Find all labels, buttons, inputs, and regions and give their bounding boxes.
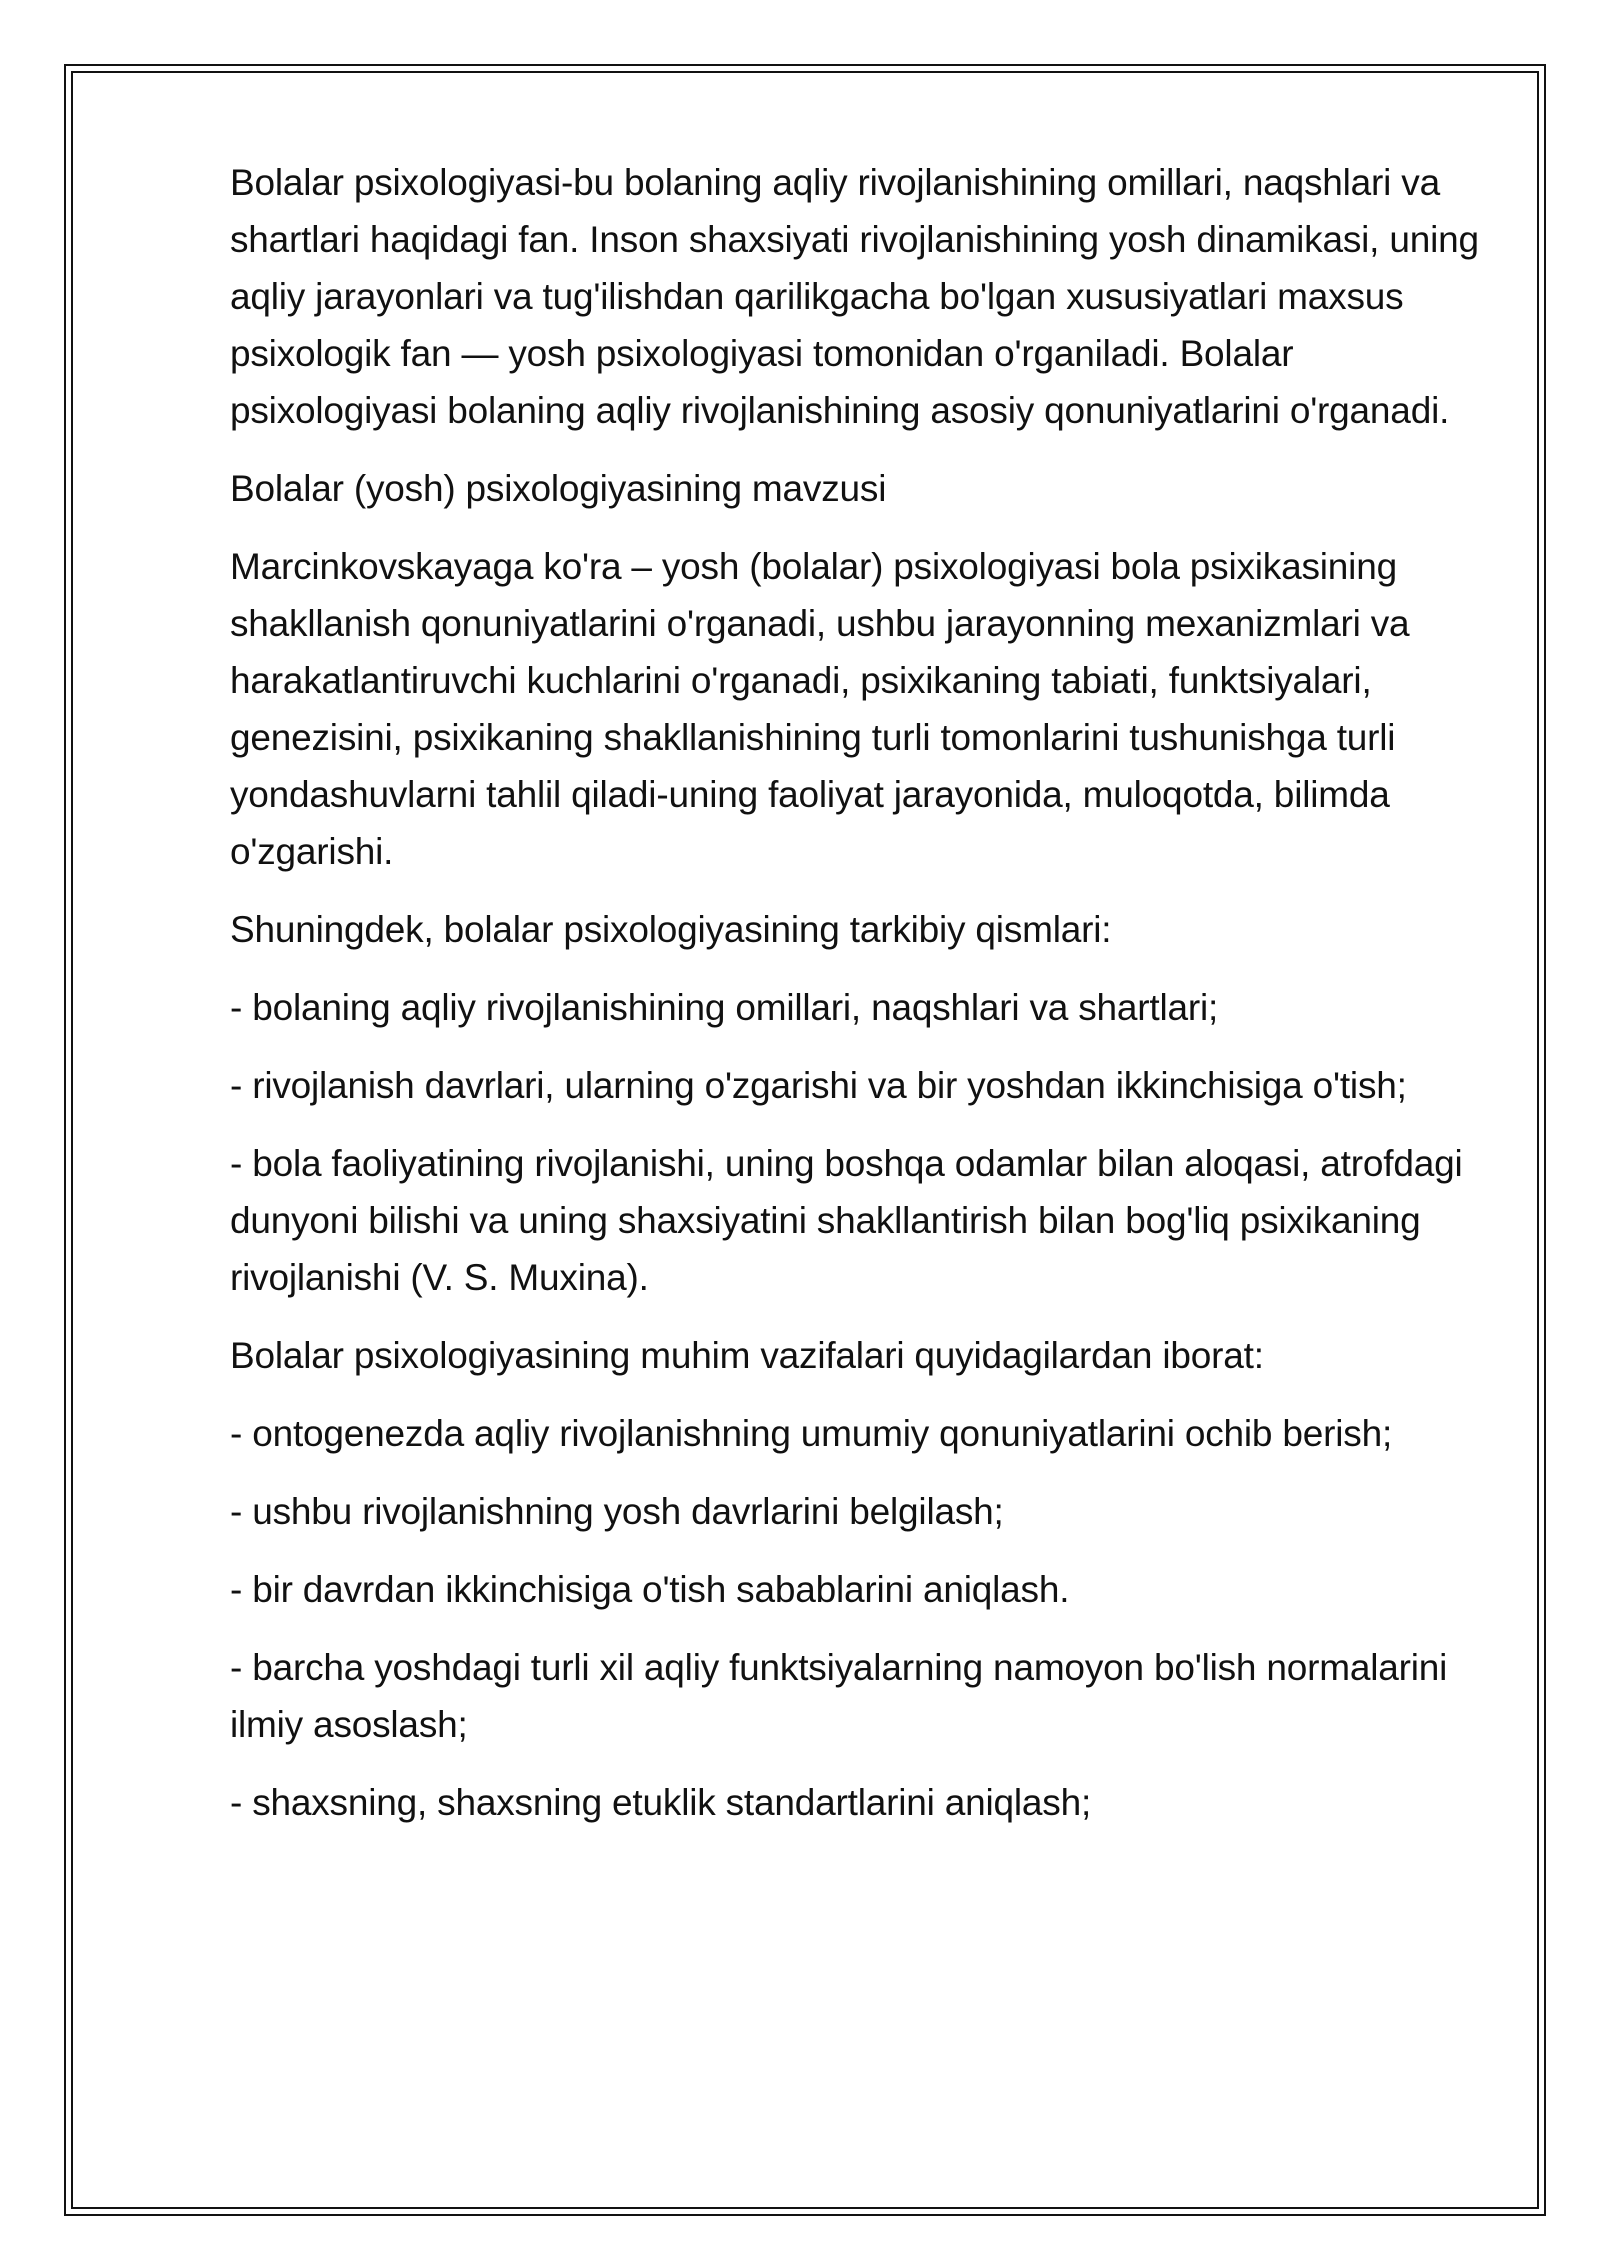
list-item: - bir davrdan ikkinchisiga o'tish sabablarini aniqlash. [230,1569,1070,1610]
list-item: - ontogenezda aqliy rivojlanishning umumiy qonuniyatlarini ochib berish; [230,1413,1393,1454]
list-item: - shaxsning, shaxsning etuklik standartlarini aniqlash; [230,1782,1092,1823]
paragraph-definition: Marcinkovskayaga ko'ra – yosh (bolalar) psixologiyasi bola psixikasining shakllanish qonuniyatlarini o'rganadi, ushbu jarayonning mexanizmlari va harakatlantiruvchi kuchlarini o'rganadi, psixikaning tabiati, funktsiyalari, genezisini, psixikaning shakllanishining turli tomonlarini tushunishga turli yondashuvlarni tahlil qiladi-uning faoliyat jarayonida, muloqotda, bilimda o'zgarishi. [230,546,1410,872]
paragraph-tasks-intro: Bolalar psixologiyasining muhim vazifalari quyidagilardan iborat: [230,1335,1264,1376]
list-item: - bolaning aqliy rivojlanishining omillari, naqshlari va shartlari; [230,987,1219,1028]
list-item: - bola faoliyatining rivojlanishi, uning boshqa odamlar bilan aloqasi, atrofdagi dunyoni bilishi va uning shaxsiyatini shakllantirish bilan bog'liq psixikaning rivojlanishi (V. S. Muxina). [230,1143,1463,1298]
paragraph-heading: Bolalar (yosh) psixologiyasining mavzusi [230,468,887,509]
document-body [230,154,1510,1852]
list-item: - ushbu rivojlanishning yosh davrlarini belgilash; [230,1491,1004,1532]
paragraph-components-intro: Shuningdek, bolalar psixologiyasining tarkibiy qismlari: [230,909,1112,950]
paragraph-intro: Bolalar psixologiyasi-bu bolaning aqliy rivojlanishining omillari, naqshlari va shartlari haqidagi fan. Inson shaxsiyati rivojlanishining yosh dinamikasi, uning aqliy jarayonlari va tug'ilishdan qarilikgacha bo'lgan xususiyatlari maxsus psixologik fan — yosh psixologiyasi tomonidan o'rganiladi. Bolalar psixologiyasi bolaning aqliy rivojlanishining asosiy qonuniyatlarini o'rganadi. [230,162,1479,431]
list-item: - rivojlanish davrlari, ularning o'zgarishi va bir yoshdan ikkinchisiga o'tish; [230,1065,1407,1106]
list-item: - barcha yoshdagi turli xil aqliy funktsiyalarning namoyon bo'lish normalarini ilmiy asoslash; [230,1647,1448,1745]
